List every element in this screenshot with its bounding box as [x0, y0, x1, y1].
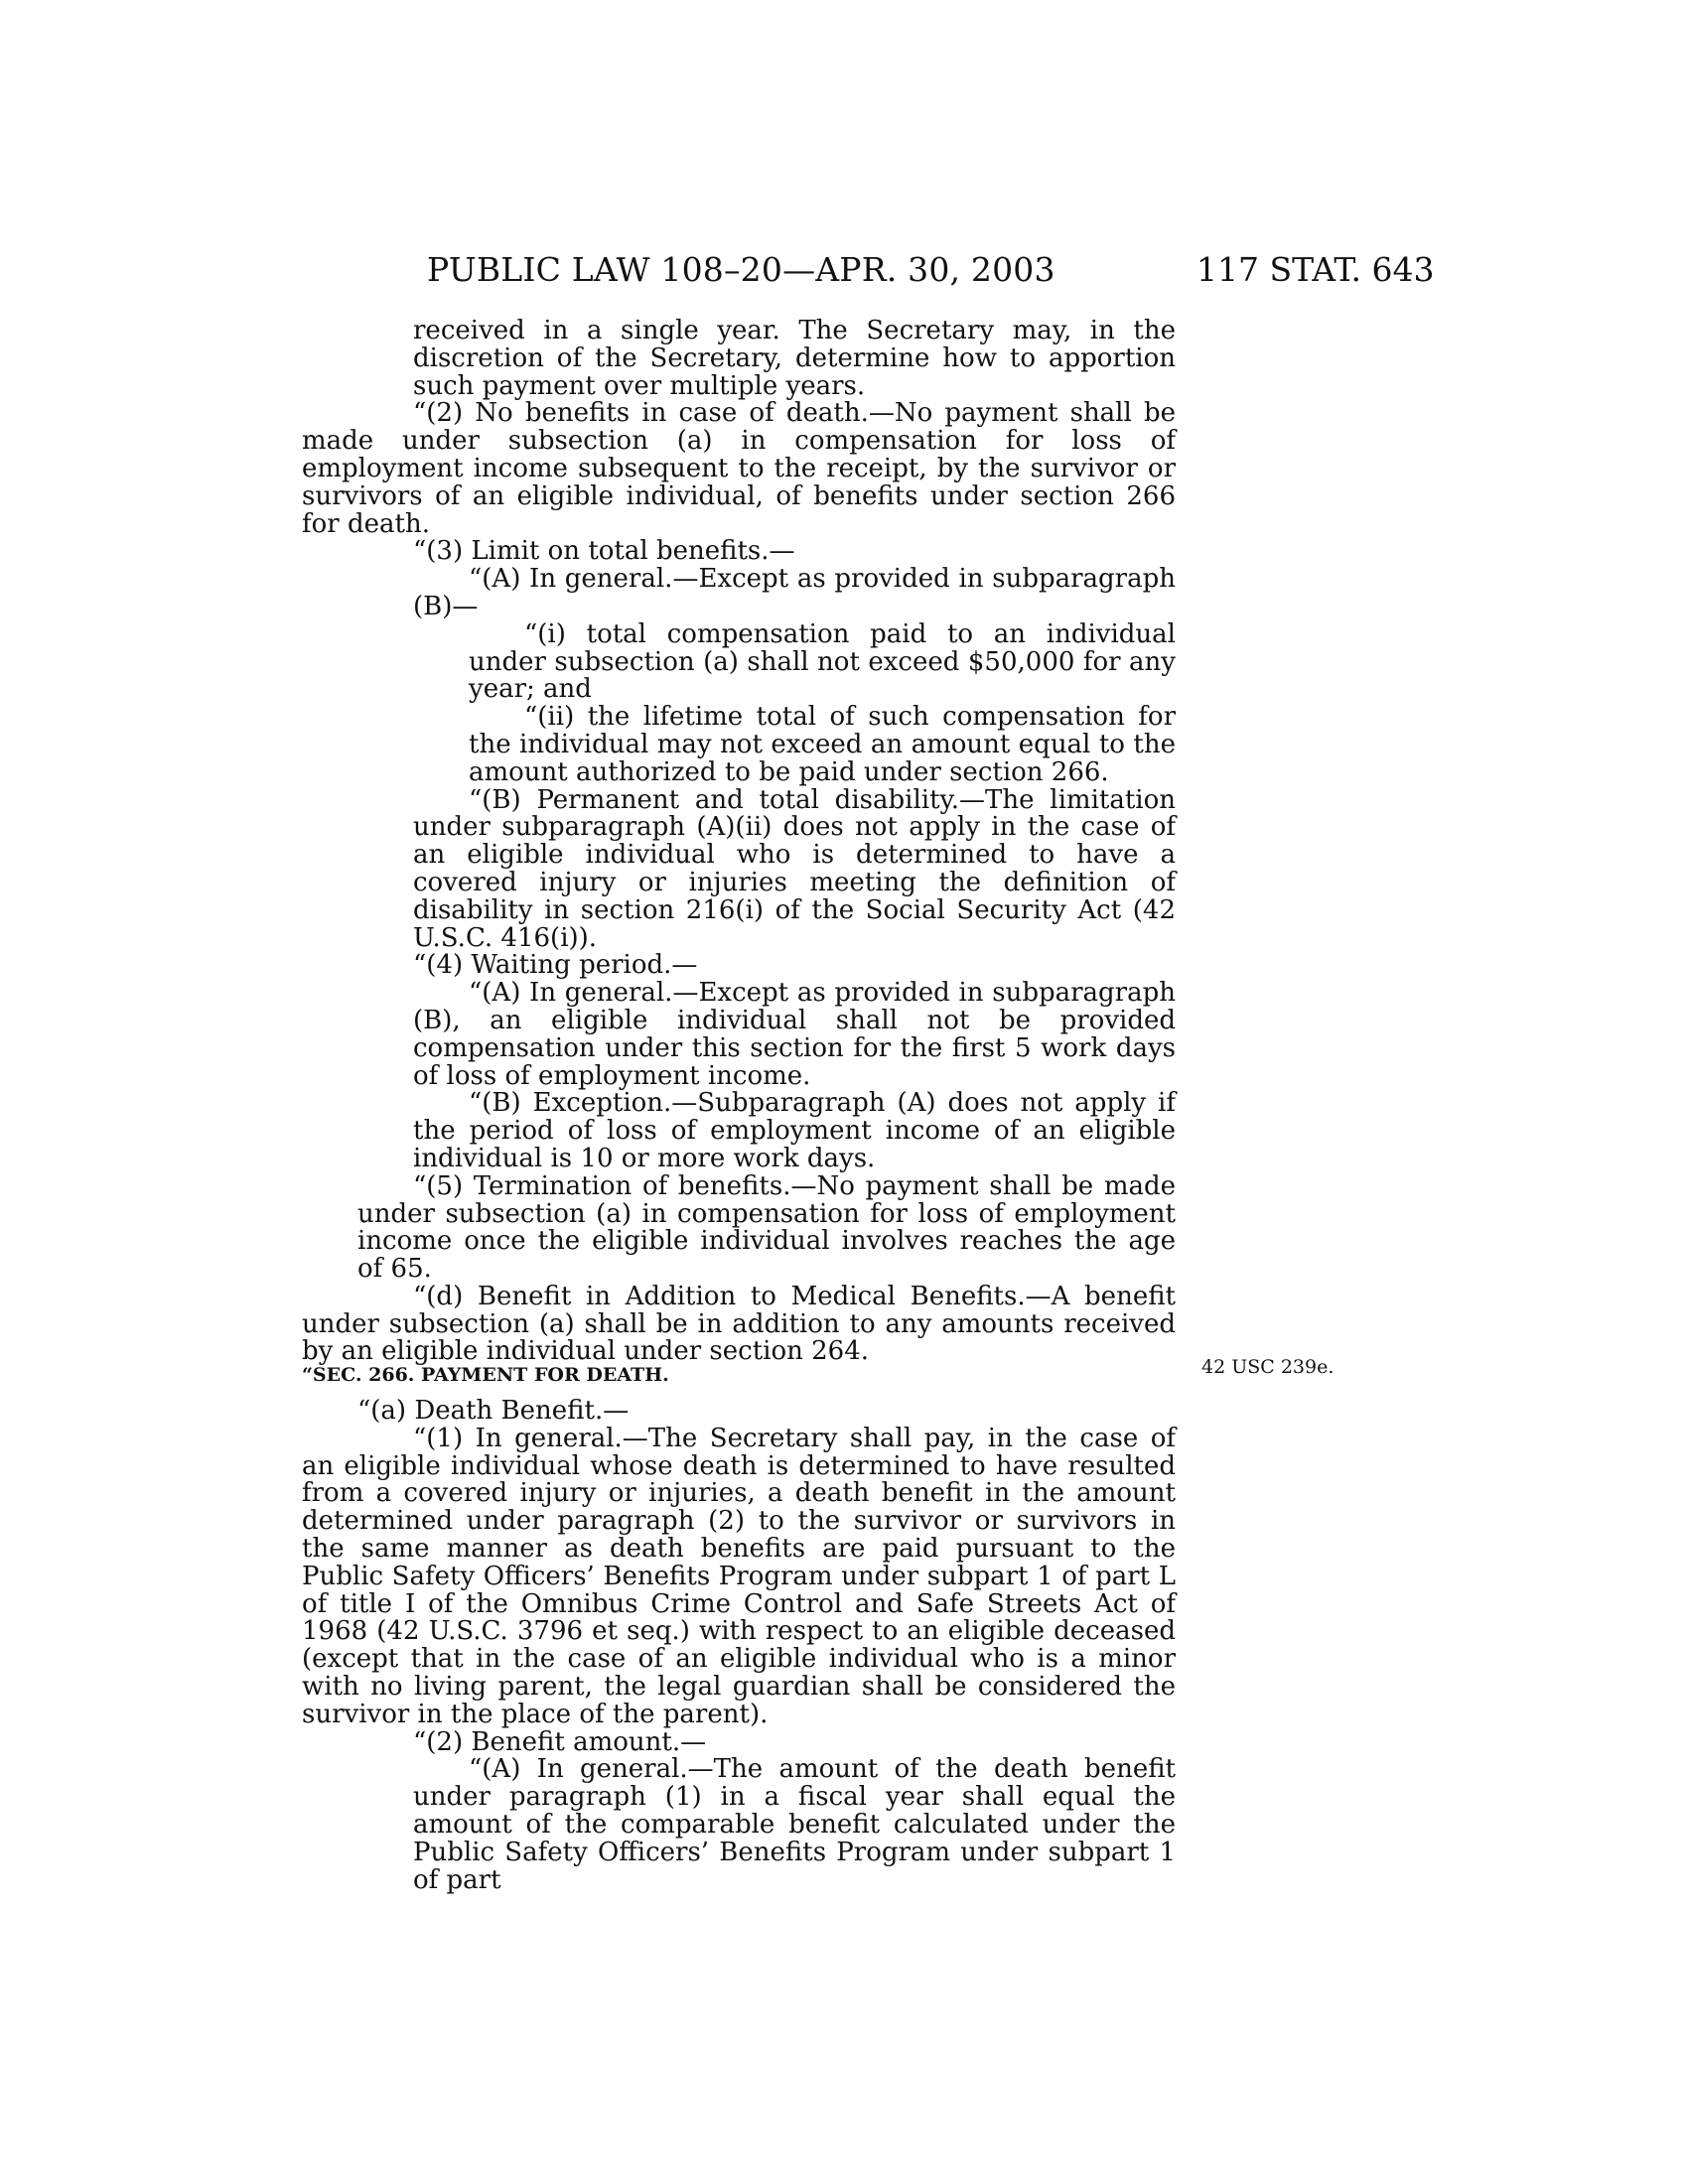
page-header-stat: 117 STAT. 643 [1196, 250, 1435, 289]
paragraph-a2a: “(A) In general.—The amount of the death benefit under paragraph (1) in a fiscal year shall equal the amount of the comparable benefit calculated under the Public Safety Officers’ Benefits Program under subpart 1 of part [413, 1754, 1176, 1895]
page-header-title: PUBLIC LAW 108–20—APR. 30, 2003 [427, 250, 1055, 289]
section-heading: “SEC. 266. PAYMENT FOR DEATH. [302, 1364, 669, 1386]
paragraph-a: “(a) Death Benefit.— [357, 1396, 630, 1426]
body-text-upper [302, 318, 1176, 1366]
paragraph-c3: “(3) Limit on total benefits.— [413, 536, 795, 567]
paragraph-c3a: “(A) In general.—Except as provided in subparagraph (B)— [413, 564, 1176, 621]
paragraph-continuation: received in a single year. The Secretary may, in the discretion of the Secretary, determine how to apportion such payment over multiple years. [413, 316, 1176, 401]
paragraph-c4a: “(A) In general.—Except as provided in subparagraph (B), an eligible individual shall not be provided compensation under this section for the first 5 work days of loss of employment income. [413, 978, 1176, 1091]
paragraph-a2: “(2) Benefit amount.— [413, 1726, 707, 1757]
paragraph-c3a-ii: “(ii) the lifetime total of such compensation for the individual may not exceed an amount equal to the amount authorized to be paid under section 266. [469, 702, 1176, 787]
paragraph-c2: “(2) No benefits in case of death.—No payment shall be made under subsection (a) in compensation for loss of employment income subsequent to the receipt, by the survivor or survivors of an eligible individual, of benefits under section 266 for death. [302, 398, 1176, 539]
paragraph-c5: “(5) Termination of benefits.—No payment shall be made under subsection (a) in compensation for loss of employment income once the eligible individual involves reaches the age of 65. [357, 1170, 1176, 1285]
paragraph-c3a-i: “(i) total compensation paid to an individual under subsection (a) shall not exceed $50,000 for any year; and [469, 618, 1176, 705]
body-text-section-266 [302, 1348, 1176, 1894]
paragraph-c4b: “(B) Exception.—Subparagraph (A) does not apply if the period of loss of employment income of an eligible individual is 10 or more work days. [413, 1088, 1176, 1173]
margin-citation-note: 42 USC 239e. [1201, 1356, 1335, 1378]
paragraph-d: “(d) Benefit in Addition to Medical Benefits.—A benefit under subsection (a) shall be in addition to any amounts received by an eligible individual under section 264. [302, 1281, 1176, 1367]
paragraph-c4: “(4) Waiting period.— [413, 950, 698, 981]
paragraph-a1: “(1) In general.—The Secretary shall pay, in the case of an eligible individual whose death is determined to have resulted from a covered injury or injuries, a death benefit in the amount determined under paragraph (2) to the survivor or survivors in the same manner as death benefits are paid pursuant to the Public Safety Officers’ Benefits Program under subpart 1 of part L of title I of the Omnibus Crime Control and Safe Streets Act of 1968 (42 U.S.C. 3796 et seq.) with respect to an eligible deceased (except that in the case of an eligible individual who is a minor with no living parent, the legal guardian shall be considered the survivor in the place of the parent). [302, 1423, 1176, 1729]
paragraph-c3b: “(B) Permanent and total disability.—The limitation under subparagraph (A)(ii) does not apply in the case of an eligible individual who is determined to have a covered injury or injuries meeting the definition of disability in section 216(i) of the Social Security Act (42 U.S.C. 416(i)). [413, 784, 1176, 953]
